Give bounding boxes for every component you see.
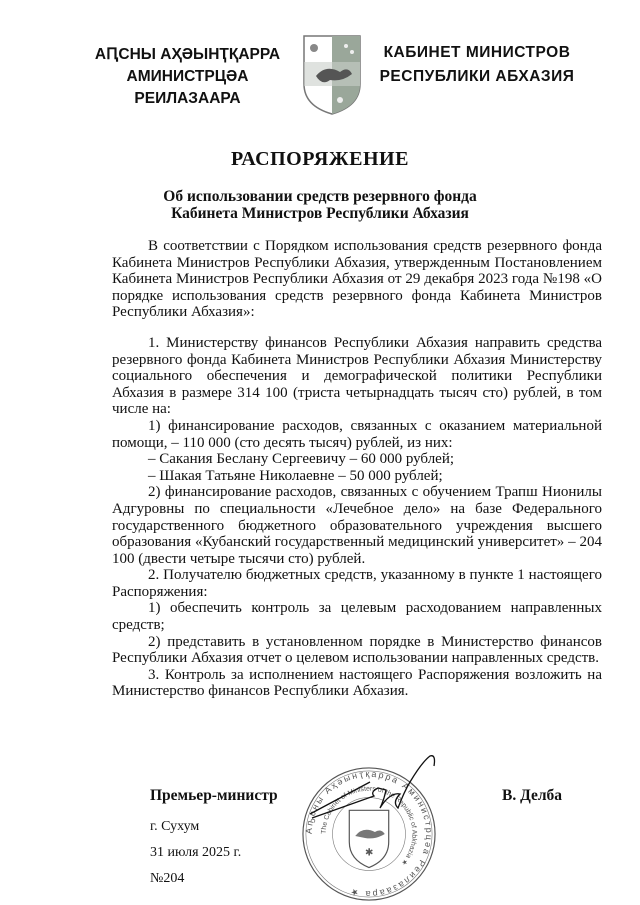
header-right-line: КАБИНЕТ МИНИСТРОВ [383, 44, 571, 61]
svg-text:✱: ✱ [365, 847, 374, 859]
paragraph-subitem: 1) финансирование расходов, связанных с оказанием материальной помощи, – 110 000 (сто десять тысяч) рублей, из них: [112, 417, 602, 451]
header-right-russian [372, 41, 582, 89]
paragraph-item-2: 2. Получателю бюджетных средств, указанному в пункте 1 настоящего Распоряжения: [112, 567, 602, 600]
paragraph-subitem: 1) обеспечить контроль за целевым расходованием направленных средств; [112, 600, 602, 634]
subtitle-line: Кабинета Министров Республики Абхазия [171, 205, 469, 222]
signatory-title: Премьер-министр [150, 787, 278, 804]
document-subtitle [0, 188, 640, 222]
handwritten-signature [300, 752, 440, 832]
document-body [112, 238, 602, 700]
coat-of-arms-icon [302, 34, 362, 116]
paragraph-preamble: В соответствии с Порядком использования средств резервного фонда Кабинета Министров Республики Абхазия, утвержденным Постановлением Кабинета Министров Республики Абхазия от 29 декабря 2023 года №198 «О порядке использования средств резервного фонда Кабинета Министров Республики Абхазия»: [112, 238, 602, 321]
paragraph-item-1: 1. Министерству финансов Республики Абхазия направить средства резервного фонда Кабинета Министров Республики Абхазия Министерству социального обеспечения и демографической политики Республики Абхазия в размере 314 100 (триста четырнадцать тысяч сто) рублей, в том числе на: [112, 334, 602, 418]
header-left-abkhaz [80, 44, 295, 110]
svg-text:The Cabinet of Ministers of th: The Cabinet of Ministers of the Republic of Abkhazia ★ [320, 785, 418, 867]
paragraph-subitem: 2) представить в установленном порядке в Министерство финансов Республики Абхазия отчет о целевом использовании направленных средств. [112, 633, 602, 667]
paragraph-item-3: 3. Контроль за исполнением настоящего Распоряжения возложить на Министерство финансов Республики Абхазия. [112, 666, 602, 700]
signatory-name: В. Делба [502, 787, 563, 804]
document-title: РАСПОРЯЖЕНИЕ [231, 148, 409, 170]
subtitle-line: Об использовании средств резервного фонда [163, 188, 477, 205]
paragraph-recipient: – Шакая Татьяне Николаевне – 50 000 рублей; [148, 467, 443, 484]
document-city: г. Сухум [150, 819, 200, 834]
paragraph-subitem: 2) финансирование расходов, связанных с обучением Трапш Нионилы Адгуровны по специальности «Лечебное дело» на базе Федерального государственного бюджетного образовательного учреждения высшего образования «Кубанский государственный медицинский университет» – 204 100 (двести четыре тысячи сто) рублей. [112, 484, 602, 567]
document-number: №204 [150, 871, 185, 886]
svg-text:Аҧсны Аҳәынҭқарра Аминистрцәа: Аҧсны Аҳәынҭқарра Аминистрцәа Реилазаара ★ [303, 768, 435, 900]
header-right-line: РЕСПУБЛИКИ АБХАЗИЯ [379, 68, 575, 85]
document-date: 31 июля 2025 г. [150, 845, 242, 860]
header-left-line: АԤСНЫ АҲӘЫНҬҚАРРА [94, 46, 281, 63]
paragraph-recipient: – Сакания Беслану Сергеевичу – 60 000 рублей; [148, 451, 455, 468]
header-left-line: АМИНИСТРЦӘА РЕИЛАЗААРА [126, 68, 249, 107]
